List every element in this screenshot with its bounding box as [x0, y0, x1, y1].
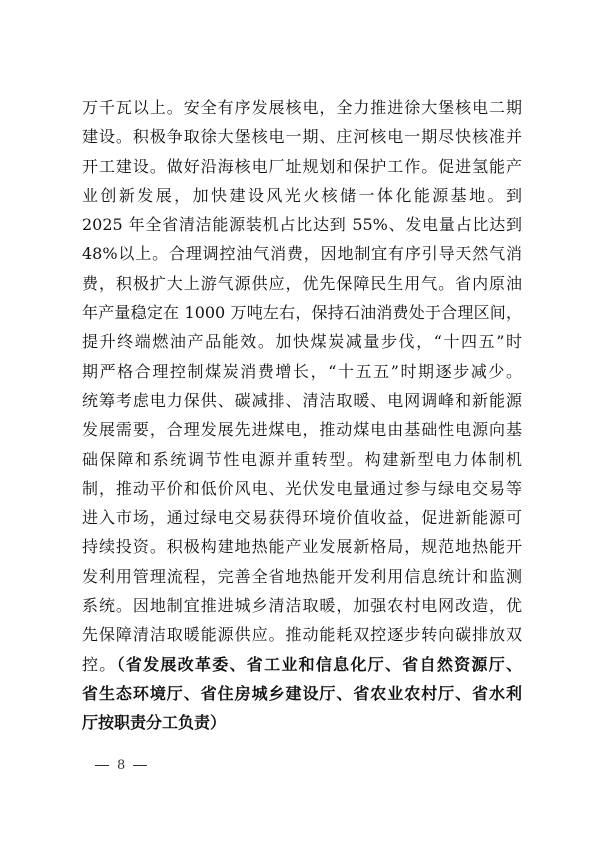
text-line: 年产量稳定在 1000 万吨左右，保持石油消费处于合理区间，: [82, 303, 522, 323]
responsible-departments: （省发展改革委、省工业和信息化厅、省自然资源厅、: [116, 654, 522, 674]
footer-dash-left: [95, 765, 109, 766]
text-line: 提升终端燃油产品能效。加快煤炭减量步伐，“十四五”时: [82, 332, 522, 352]
text-line: 础保障和系统调节性电源并重转型。构建新型电力体制机: [82, 449, 522, 469]
text-line: 持续投资。积极构建地热能产业发展新格局，规范地热能开: [82, 537, 522, 557]
text-line: 期严格合理控制煤炭消费增长，“十五五”时期逐步减少。: [82, 361, 522, 381]
text-line: 统筹考虑电力保供、碳减排、清洁取暖、电网调峰和新能源: [82, 390, 522, 410]
text-line: 费，积极扩大上游气源供应，优先保障民生用气。省内原油: [82, 273, 522, 293]
responsible-departments-line: 厅按职责分工负责）: [82, 713, 227, 733]
text-line: [82, 650, 522, 679]
text-fragment: 控。: [82, 654, 117, 674]
text-line: 系统。因地制宜推进城乡清洁取暖，加强农村电网改造，优: [82, 596, 522, 616]
page-number: 8: [117, 758, 126, 773]
text-line: 先保障清洁取暖能源供应。推动能耗双控逐步转向碳排放双: [82, 625, 522, 645]
text-line: 48%以上。合理调控油气消费，因地制宜有序引导天然气消: [82, 244, 522, 264]
responsible-departments-line: 省生态环境厅、省住房城乡建设厅、省农业农村厅、省水利: [82, 683, 522, 703]
text-line: 开工建设。做好沿海核电厂址规划和保护工作。促进氢能产: [82, 156, 522, 176]
footer-dash-right: [133, 765, 147, 766]
text-line: 业创新发展，加快建设风光火核储一体化能源基地。到: [82, 185, 522, 205]
text-line: 发利用管理流程，完善全省地热能开发利用信息统计和监测: [82, 566, 522, 586]
text-line: 2025 年全省清洁能源装机占比达到 55%、发电量占比达到: [82, 215, 522, 235]
body-text: [82, 93, 522, 738]
text-line: 万千瓦以上。安全有序发展核电，全力推进徐大堡核电二期: [82, 98, 522, 117]
text-line: 发展需要，合理发展先进煤电，推动煤电由基础性电源向基: [82, 420, 522, 440]
text-line: 建设。积极争取徐大堡核电一期、庄河核电一期尽快核准并: [82, 127, 522, 147]
text-line: 制，推动平价和低价风电、光伏发电量通过参与绿电交易等: [82, 478, 522, 498]
page-footer: [95, 758, 147, 773]
text-line: 进入市场，通过绿电交易获得环境价值收益，促进新能源可: [82, 508, 522, 528]
